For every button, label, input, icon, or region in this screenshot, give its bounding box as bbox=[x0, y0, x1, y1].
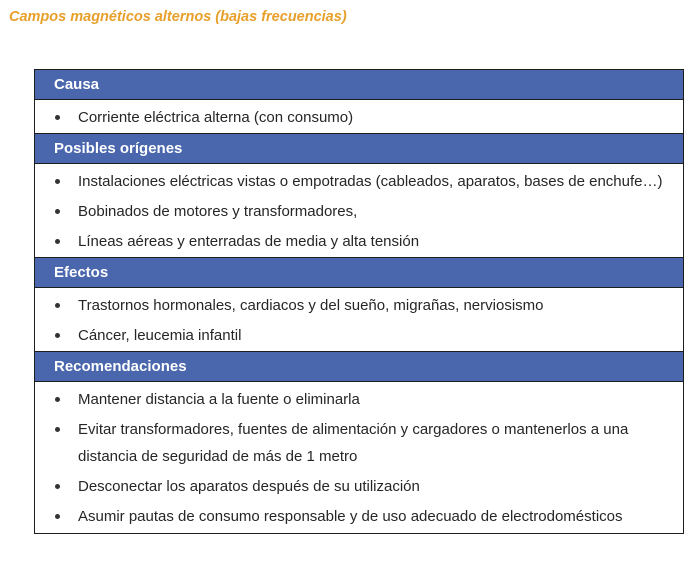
bullet-icon bbox=[55, 333, 60, 338]
list-item bbox=[35, 416, 683, 470]
document-title: Campos magnéticos alternos (bajas frecuencias) bbox=[9, 9, 347, 25]
list-item-text: Asumir pautas de consumo responsable y de uso adecuado de electrodomésticos bbox=[78, 508, 623, 525]
list-item bbox=[35, 168, 683, 195]
section-header-causa: Causa bbox=[35, 70, 683, 100]
list-item bbox=[35, 386, 683, 413]
list-item-text: Bobinados de motores y transformadores, bbox=[78, 203, 358, 220]
list-item-text: Instalaciones eléctricas vistas o empotradas (cableados, aparatos, bases de enchufe…) bbox=[78, 173, 663, 190]
section-header-posibles-origenes: Posibles orígenes bbox=[35, 134, 683, 164]
list-item bbox=[35, 503, 683, 530]
list-item-text: Líneas aéreas y enterradas de media y alta tensión bbox=[78, 233, 420, 250]
bullet-icon bbox=[55, 397, 60, 402]
bullet-icon bbox=[55, 115, 60, 120]
list-item bbox=[35, 104, 683, 131]
list-item bbox=[35, 473, 683, 500]
section-body-recomendaciones bbox=[35, 382, 683, 533]
list-item-text: Cáncer, leucemia infantil bbox=[78, 327, 242, 344]
section-body-efectos bbox=[35, 288, 683, 352]
list-item bbox=[35, 228, 683, 255]
section-body-causa bbox=[35, 100, 683, 134]
bullet-icon bbox=[55, 303, 60, 308]
section-header-efectos: Efectos bbox=[35, 258, 683, 288]
bullet-icon bbox=[55, 209, 60, 214]
section-body-posibles-origenes bbox=[35, 164, 683, 258]
section-header-recomendaciones: Recomendaciones bbox=[35, 352, 683, 382]
bullet-icon bbox=[55, 179, 60, 184]
bullet-icon bbox=[55, 484, 60, 489]
info-table bbox=[34, 69, 684, 534]
bullet-icon bbox=[55, 427, 60, 432]
list-item-text: Evitar transformadores, fuentes de alimentación y cargadores o mantenerlos a una distancia de seguridad de más de 1 metro bbox=[78, 421, 629, 465]
list-item-text: Mantener distancia a la fuente o eliminarla bbox=[78, 391, 360, 408]
list-item bbox=[35, 322, 683, 349]
list-item-text: Trastornos hormonales, cardiacos y del sueño, migrañas, nerviosismo bbox=[78, 297, 544, 314]
list-item bbox=[35, 292, 683, 319]
bullet-icon bbox=[55, 239, 60, 244]
bullet-icon bbox=[55, 514, 60, 519]
list-item bbox=[35, 198, 683, 225]
list-item-text: Desconectar los aparatos después de su utilización bbox=[78, 478, 420, 495]
list-item-text: Corriente eléctrica alterna (con consumo) bbox=[78, 109, 354, 126]
